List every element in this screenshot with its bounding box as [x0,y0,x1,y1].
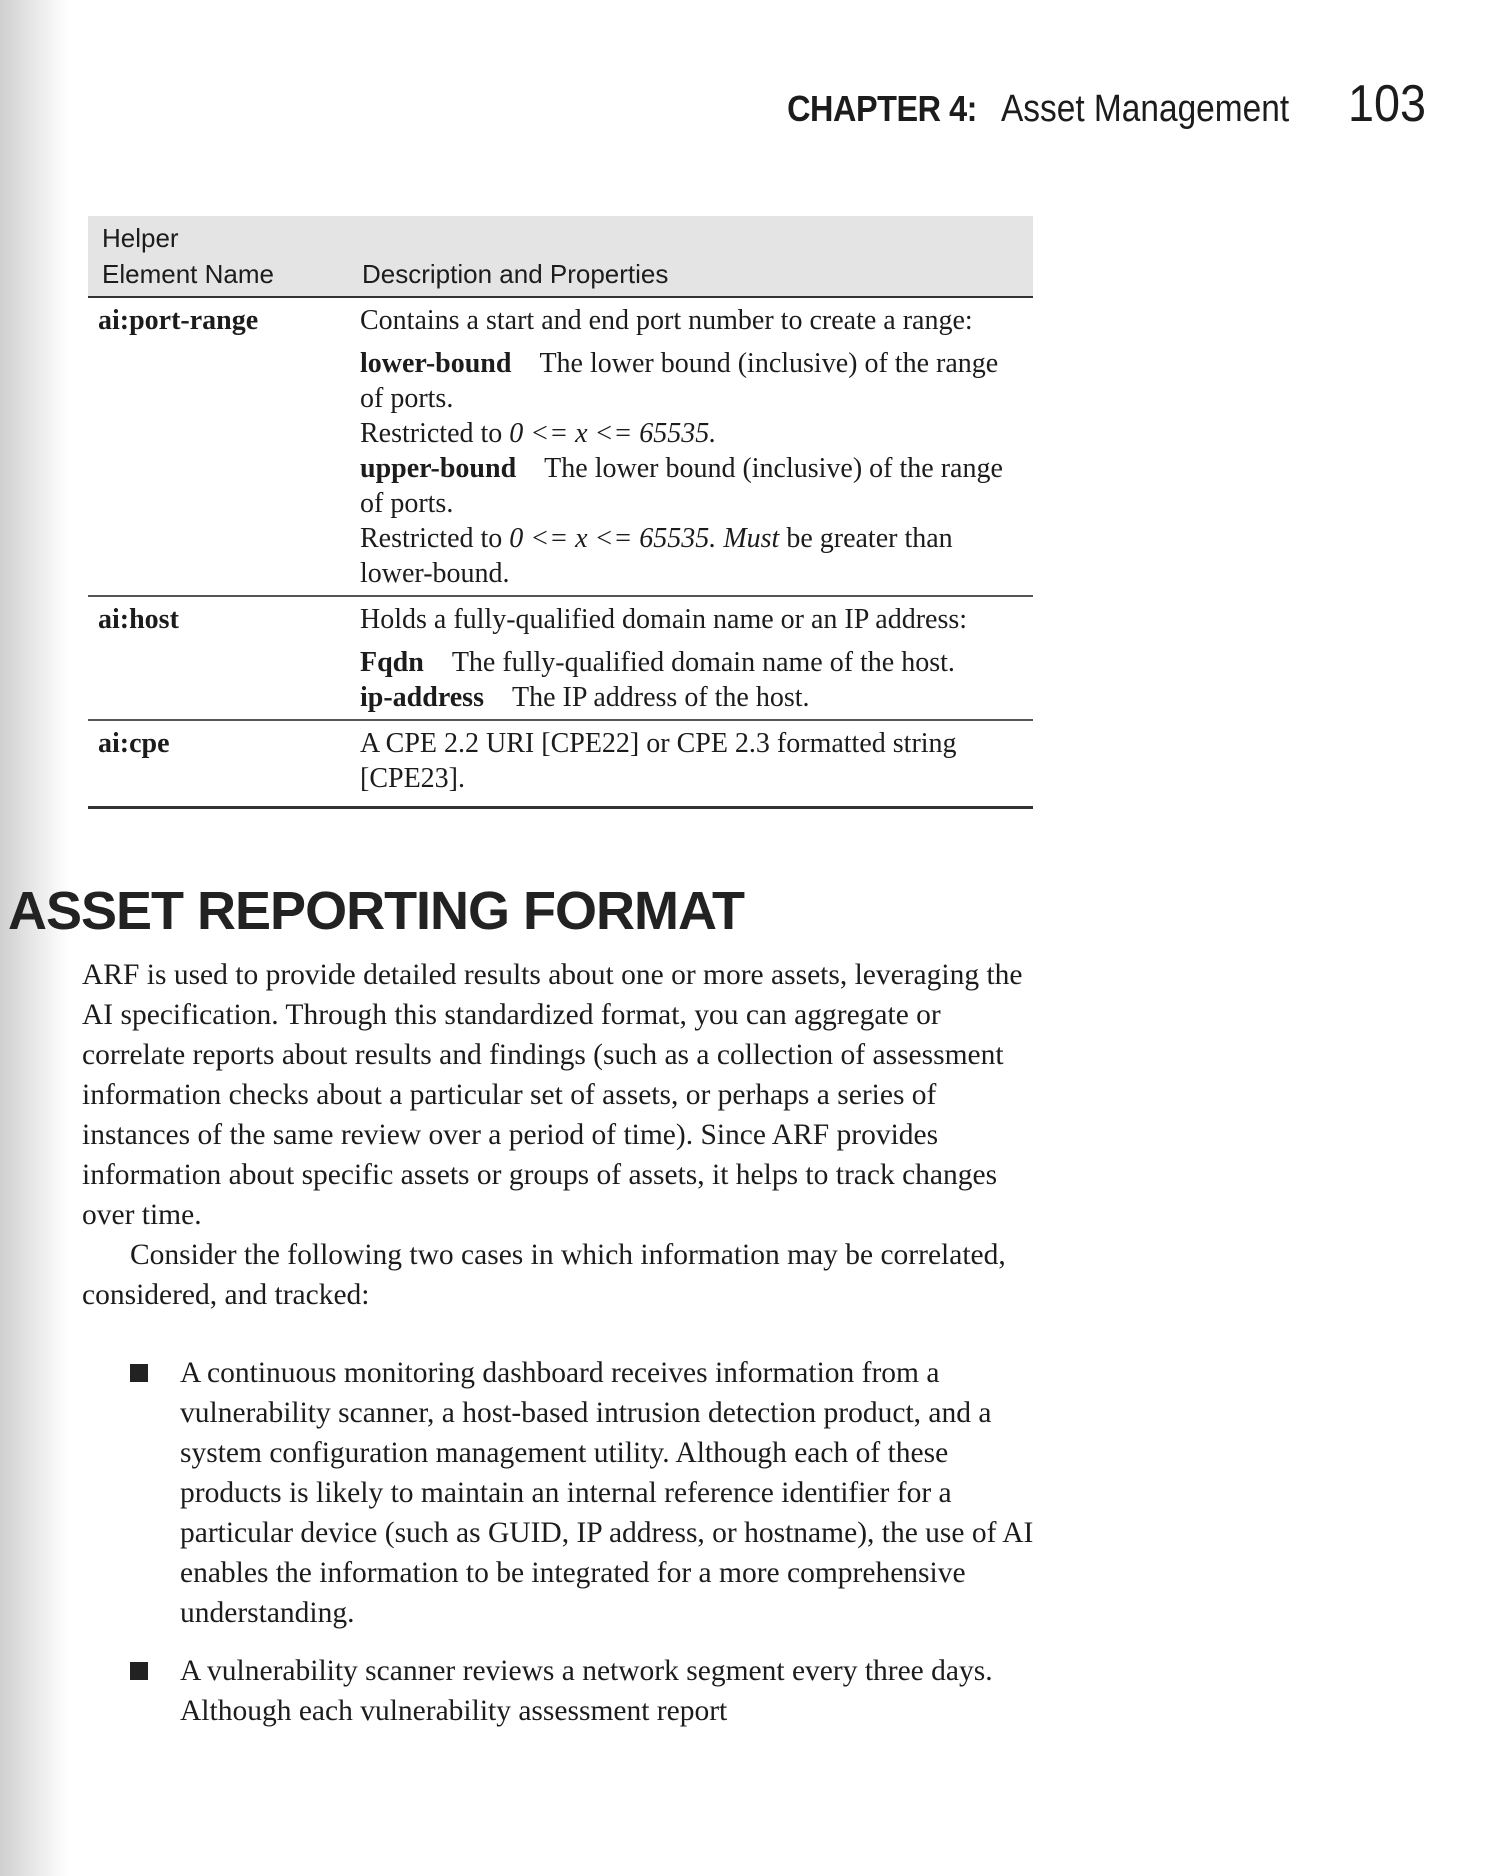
helper-element-table [88,216,1033,809]
row-description: A CPE 2.2 URI [CPE22] or CPE 2.3 formatted string [CPE23]. [348,720,1033,808]
restriction-expression: 0 <= x <= 65535. [509,523,717,554]
row-description [348,297,1033,596]
property-restriction [360,521,1027,591]
row-intro: Contains a start and end port number to create a range: [360,305,973,336]
running-head [766,74,1435,134]
table-row [88,297,1033,596]
property-desc: The lower bound (inclusive) of the range of ports. [360,348,999,414]
property-name: lower-bound [360,348,512,379]
section-body [82,955,1037,1749]
restriction-suffix: be greater than lower-bound. [360,523,953,589]
property [360,346,1027,416]
property [360,451,1027,521]
table-header-row [88,216,1033,297]
list-item [82,1353,1037,1633]
list-item [82,1651,1037,1731]
section-heading: ASSET REPORTING FORMAT [8,881,745,941]
header-helper-element-name: Helper Element Name [88,216,348,297]
page-number: 103 [1348,75,1427,133]
restriction-prefix: Restricted to [360,523,510,554]
row-name: ai:port-range [88,297,348,596]
chapter-label: CHAPTER 4: [786,88,977,129]
property-desc: The lower bound (inclusive) of the range of ports. [360,453,1003,519]
row-description [348,596,1033,720]
paragraph: ARF is used to provide detailed results about one or more assets, leveraging the AI specification. Through this standardized format, you can aggregate or correlate reports about results and findings (such as a collection of assessment information checks about a particular set of assets, or perhaps a series of instances of the same review over a period of time). Since ARF provides information about specific assets or groups of assets, it helps to track changes over time. [82,959,1023,1231]
property-name: ip-address [360,682,484,713]
chapter-title: Asset Management [1000,88,1289,130]
row-name: ai:host [88,596,348,720]
square-bullet-icon [130,1364,148,1382]
property-desc: The fully-qualified domain name of the host. [451,647,955,678]
property-name: upper-bound [360,453,517,484]
property-restriction [360,416,1027,451]
table-row [88,720,1033,808]
list-item-text: A continuous monitoring dashboard receives information from a vulnerability scanner, a host-based intrusion detection product, and a system configuration management utility. Although each of these products is likely to maintain an internal reference identifier for a particular device (such as GUID, IP address, or hostname), the use of AI enables the information to be integrated for a more comprehensive understanding. [180,1357,1034,1629]
paragraph: Consider the following two cases in which information may be correlated, considered, and tracked: [82,1239,1006,1311]
restriction-must: Must [723,523,780,554]
restriction-prefix: Restricted to [360,418,510,449]
table-row [88,596,1033,720]
property-name: Fqdn [360,647,424,678]
property [360,680,1027,715]
property [360,645,1027,680]
square-bullet-icon [130,1662,148,1680]
header-description: Description and Properties [348,216,1033,297]
restriction-expression: 0 <= x <= 65535. [509,418,717,449]
list-item-text: A vulnerability scanner reviews a network segment every three days. Although each vulnerability assessment report [180,1655,993,1727]
row-name: ai:cpe [88,720,348,808]
property-desc: The IP address of the host. [511,682,810,713]
bullet-list [82,1353,1037,1731]
row-intro: Holds a fully-qualified domain name or an IP address: [360,604,968,635]
